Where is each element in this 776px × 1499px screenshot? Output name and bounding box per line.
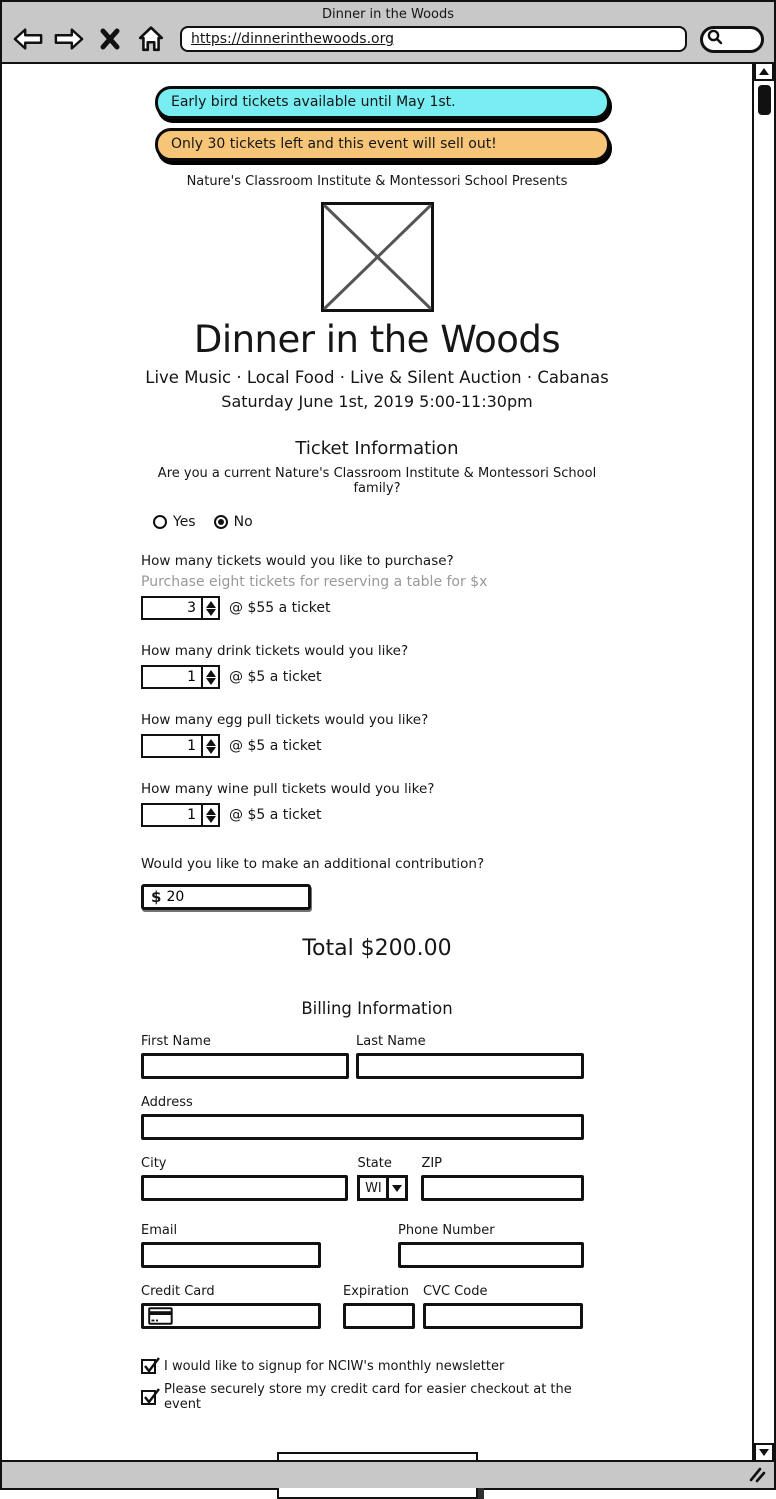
address-label: Address bbox=[141, 1095, 193, 1110]
ticket-section-heading: Ticket Information bbox=[295, 438, 459, 459]
ticket-quantity-question: How many tickets would you like to purchase? bbox=[141, 553, 454, 569]
page-content bbox=[2, 64, 752, 1460]
store-card-checkbox-label: Please securely store my credit card for easier checkout at the event bbox=[164, 1382, 572, 1412]
status-bar bbox=[2, 1460, 774, 1488]
dropdown-arrow-icon[interactable] bbox=[386, 1178, 405, 1198]
last-name-label: Last Name bbox=[356, 1034, 426, 1049]
last-name-field[interactable] bbox=[356, 1053, 584, 1079]
ticket-price-note: @ $55 a ticket bbox=[229, 600, 331, 616]
drink-tickets-stepper[interactable] bbox=[141, 665, 220, 689]
url-bar[interactable] bbox=[180, 26, 687, 52]
wine-pull-tickets-spin-buttons[interactable] bbox=[201, 805, 218, 825]
wine-pull-tickets-row bbox=[141, 803, 613, 827]
resize-handle-icon[interactable] bbox=[749, 1467, 767, 1483]
drink-tickets-question: How many drink tickets would you like? bbox=[141, 643, 409, 659]
ticket-quantity-stepper[interactable] bbox=[141, 596, 220, 620]
early-bird-alert-text: Early bird tickets available until May 1st. bbox=[171, 94, 456, 110]
wine-pull-tickets-question: How many wine pull tickets would you like? bbox=[141, 781, 435, 797]
ticket-quantity-spin-buttons[interactable] bbox=[201, 598, 218, 618]
drink-tickets-row bbox=[141, 665, 613, 689]
cvc-field[interactable] bbox=[423, 1303, 583, 1329]
cvc-label: CVC Code bbox=[423, 1284, 488, 1299]
credit-card-field[interactable] bbox=[141, 1303, 321, 1329]
state-select[interactable] bbox=[357, 1175, 408, 1201]
navigation-bar bbox=[12, 25, 764, 53]
image-placeholder bbox=[321, 202, 434, 312]
egg-pull-price-note: @ $5 a ticket bbox=[229, 738, 322, 754]
store-card-checkbox-row[interactable] bbox=[141, 1382, 584, 1412]
email-label: Email bbox=[141, 1223, 178, 1238]
stepper-down-icon bbox=[206, 609, 216, 616]
newsletter-checkbox-row[interactable] bbox=[141, 1359, 584, 1374]
credit-card-label: Credit Card bbox=[141, 1284, 215, 1299]
phone-field[interactable] bbox=[398, 1242, 584, 1268]
wine-pull-tickets-stepper[interactable] bbox=[141, 803, 220, 827]
page-title: Dinner in the Woods bbox=[193, 318, 561, 361]
radio-yes-circle[interactable] bbox=[153, 515, 167, 529]
consent-checkboxes bbox=[141, 1359, 584, 1412]
address-field[interactable] bbox=[141, 1114, 584, 1140]
ticket-quantity-input[interactable] bbox=[143, 598, 201, 618]
contribution-input[interactable] bbox=[166, 889, 301, 905]
stop-icon[interactable] bbox=[94, 25, 126, 53]
radio-no-label: No bbox=[233, 514, 253, 530]
presenter-line: Nature's Classroom Institute & Montessori School Presents bbox=[186, 174, 568, 189]
radio-no[interactable] bbox=[214, 514, 253, 530]
stepper-down-icon bbox=[206, 678, 216, 685]
first-name-field[interactable] bbox=[141, 1053, 349, 1079]
back-icon[interactable] bbox=[12, 25, 44, 53]
url-text: https://dinnerinthewoods.org bbox=[191, 31, 394, 47]
table-reservation-hint: Purchase eight tickets for reserving a table for $x bbox=[141, 574, 488, 590]
stepper-up-icon bbox=[206, 808, 216, 815]
checkmark-icon bbox=[143, 1357, 160, 1374]
contribution-question: Would you like to make an additional contribution? bbox=[141, 856, 485, 872]
zip-label: ZIP bbox=[421, 1156, 443, 1171]
contribution-field[interactable] bbox=[141, 884, 311, 910]
event-tagline: Live Music · Local Food · Live & Silent Auction · Cabanas bbox=[145, 368, 609, 387]
drink-price-note: @ $5 a ticket bbox=[229, 669, 322, 685]
order-total: Total $200.00 bbox=[302, 936, 452, 961]
store-card-checkbox[interactable] bbox=[141, 1390, 156, 1405]
stepper-down-icon bbox=[206, 747, 216, 754]
city-field[interactable] bbox=[141, 1175, 348, 1201]
scrollbar-thumb[interactable] bbox=[758, 85, 771, 115]
drink-tickets-spin-buttons[interactable] bbox=[201, 667, 218, 687]
stepper-up-icon bbox=[206, 601, 216, 608]
egg-pull-tickets-row bbox=[141, 734, 613, 758]
browser-chrome bbox=[2, 2, 774, 64]
email-field[interactable] bbox=[141, 1242, 321, 1268]
stepper-down-icon bbox=[206, 816, 216, 823]
home-icon[interactable] bbox=[135, 25, 167, 53]
phone-label: Phone Number bbox=[398, 1223, 495, 1238]
newsletter-checkbox[interactable] bbox=[141, 1359, 156, 1374]
billing-section-heading: Billing Information bbox=[301, 999, 453, 1018]
event-datetime: Saturday June 1st, 2019 5:00-11:30pm bbox=[221, 392, 533, 411]
egg-pull-tickets-spin-buttons[interactable] bbox=[201, 736, 218, 756]
credit-card-icon bbox=[148, 1307, 173, 1325]
radio-yes[interactable] bbox=[153, 514, 196, 530]
scroll-down-icon bbox=[759, 1449, 769, 1456]
zip-field[interactable] bbox=[421, 1175, 584, 1201]
credit-card-input[interactable] bbox=[173, 1309, 314, 1324]
forward-icon[interactable] bbox=[53, 25, 85, 53]
newsletter-checkbox-label: I would like to signup for NCIW's monthly newsletter bbox=[164, 1359, 505, 1374]
checkmark-icon bbox=[143, 1388, 160, 1405]
wine-pull-price-note: @ $5 a ticket bbox=[229, 807, 322, 823]
early-bird-alert bbox=[155, 86, 610, 119]
radio-no-circle[interactable] bbox=[214, 515, 228, 529]
drink-tickets-input[interactable] bbox=[143, 667, 201, 687]
scroll-up-icon bbox=[759, 68, 769, 75]
stepper-up-icon bbox=[206, 739, 216, 746]
egg-pull-tickets-question: How many egg pull tickets would you like? bbox=[141, 712, 429, 728]
first-name-label: First Name bbox=[141, 1034, 211, 1049]
city-label: City bbox=[141, 1156, 167, 1171]
expiration-label: Expiration bbox=[343, 1284, 409, 1299]
scroll-up-button[interactable] bbox=[754, 64, 774, 81]
billing-form bbox=[141, 1034, 584, 1412]
state-label: State bbox=[357, 1156, 392, 1171]
family-radio-group bbox=[153, 514, 613, 530]
vertical-scrollbar[interactable] bbox=[752, 64, 774, 1460]
radio-yes-label: Yes bbox=[173, 514, 196, 530]
stepper-up-icon bbox=[206, 670, 216, 677]
family-question: Are you a current Nature's Classroom Institute & Montessori School family? bbox=[157, 466, 597, 496]
egg-pull-tickets-stepper[interactable] bbox=[141, 734, 220, 758]
tickets-left-alert-text: Only 30 tickets left and this event will sell out! bbox=[171, 136, 497, 152]
scroll-down-button[interactable] bbox=[754, 1443, 774, 1460]
egg-pull-tickets-input[interactable] bbox=[143, 736, 201, 756]
search-icon bbox=[706, 28, 724, 50]
tickets-left-alert bbox=[155, 128, 610, 161]
search-box[interactable] bbox=[700, 26, 764, 53]
state-selected-value: WI bbox=[365, 1180, 382, 1196]
ticket-quantity-row bbox=[141, 596, 613, 620]
expiration-field[interactable] bbox=[343, 1303, 415, 1329]
wine-pull-tickets-input[interactable] bbox=[143, 805, 201, 825]
currency-icon: $ bbox=[151, 888, 162, 906]
window-title: Dinner in the Woods bbox=[321, 7, 455, 22]
